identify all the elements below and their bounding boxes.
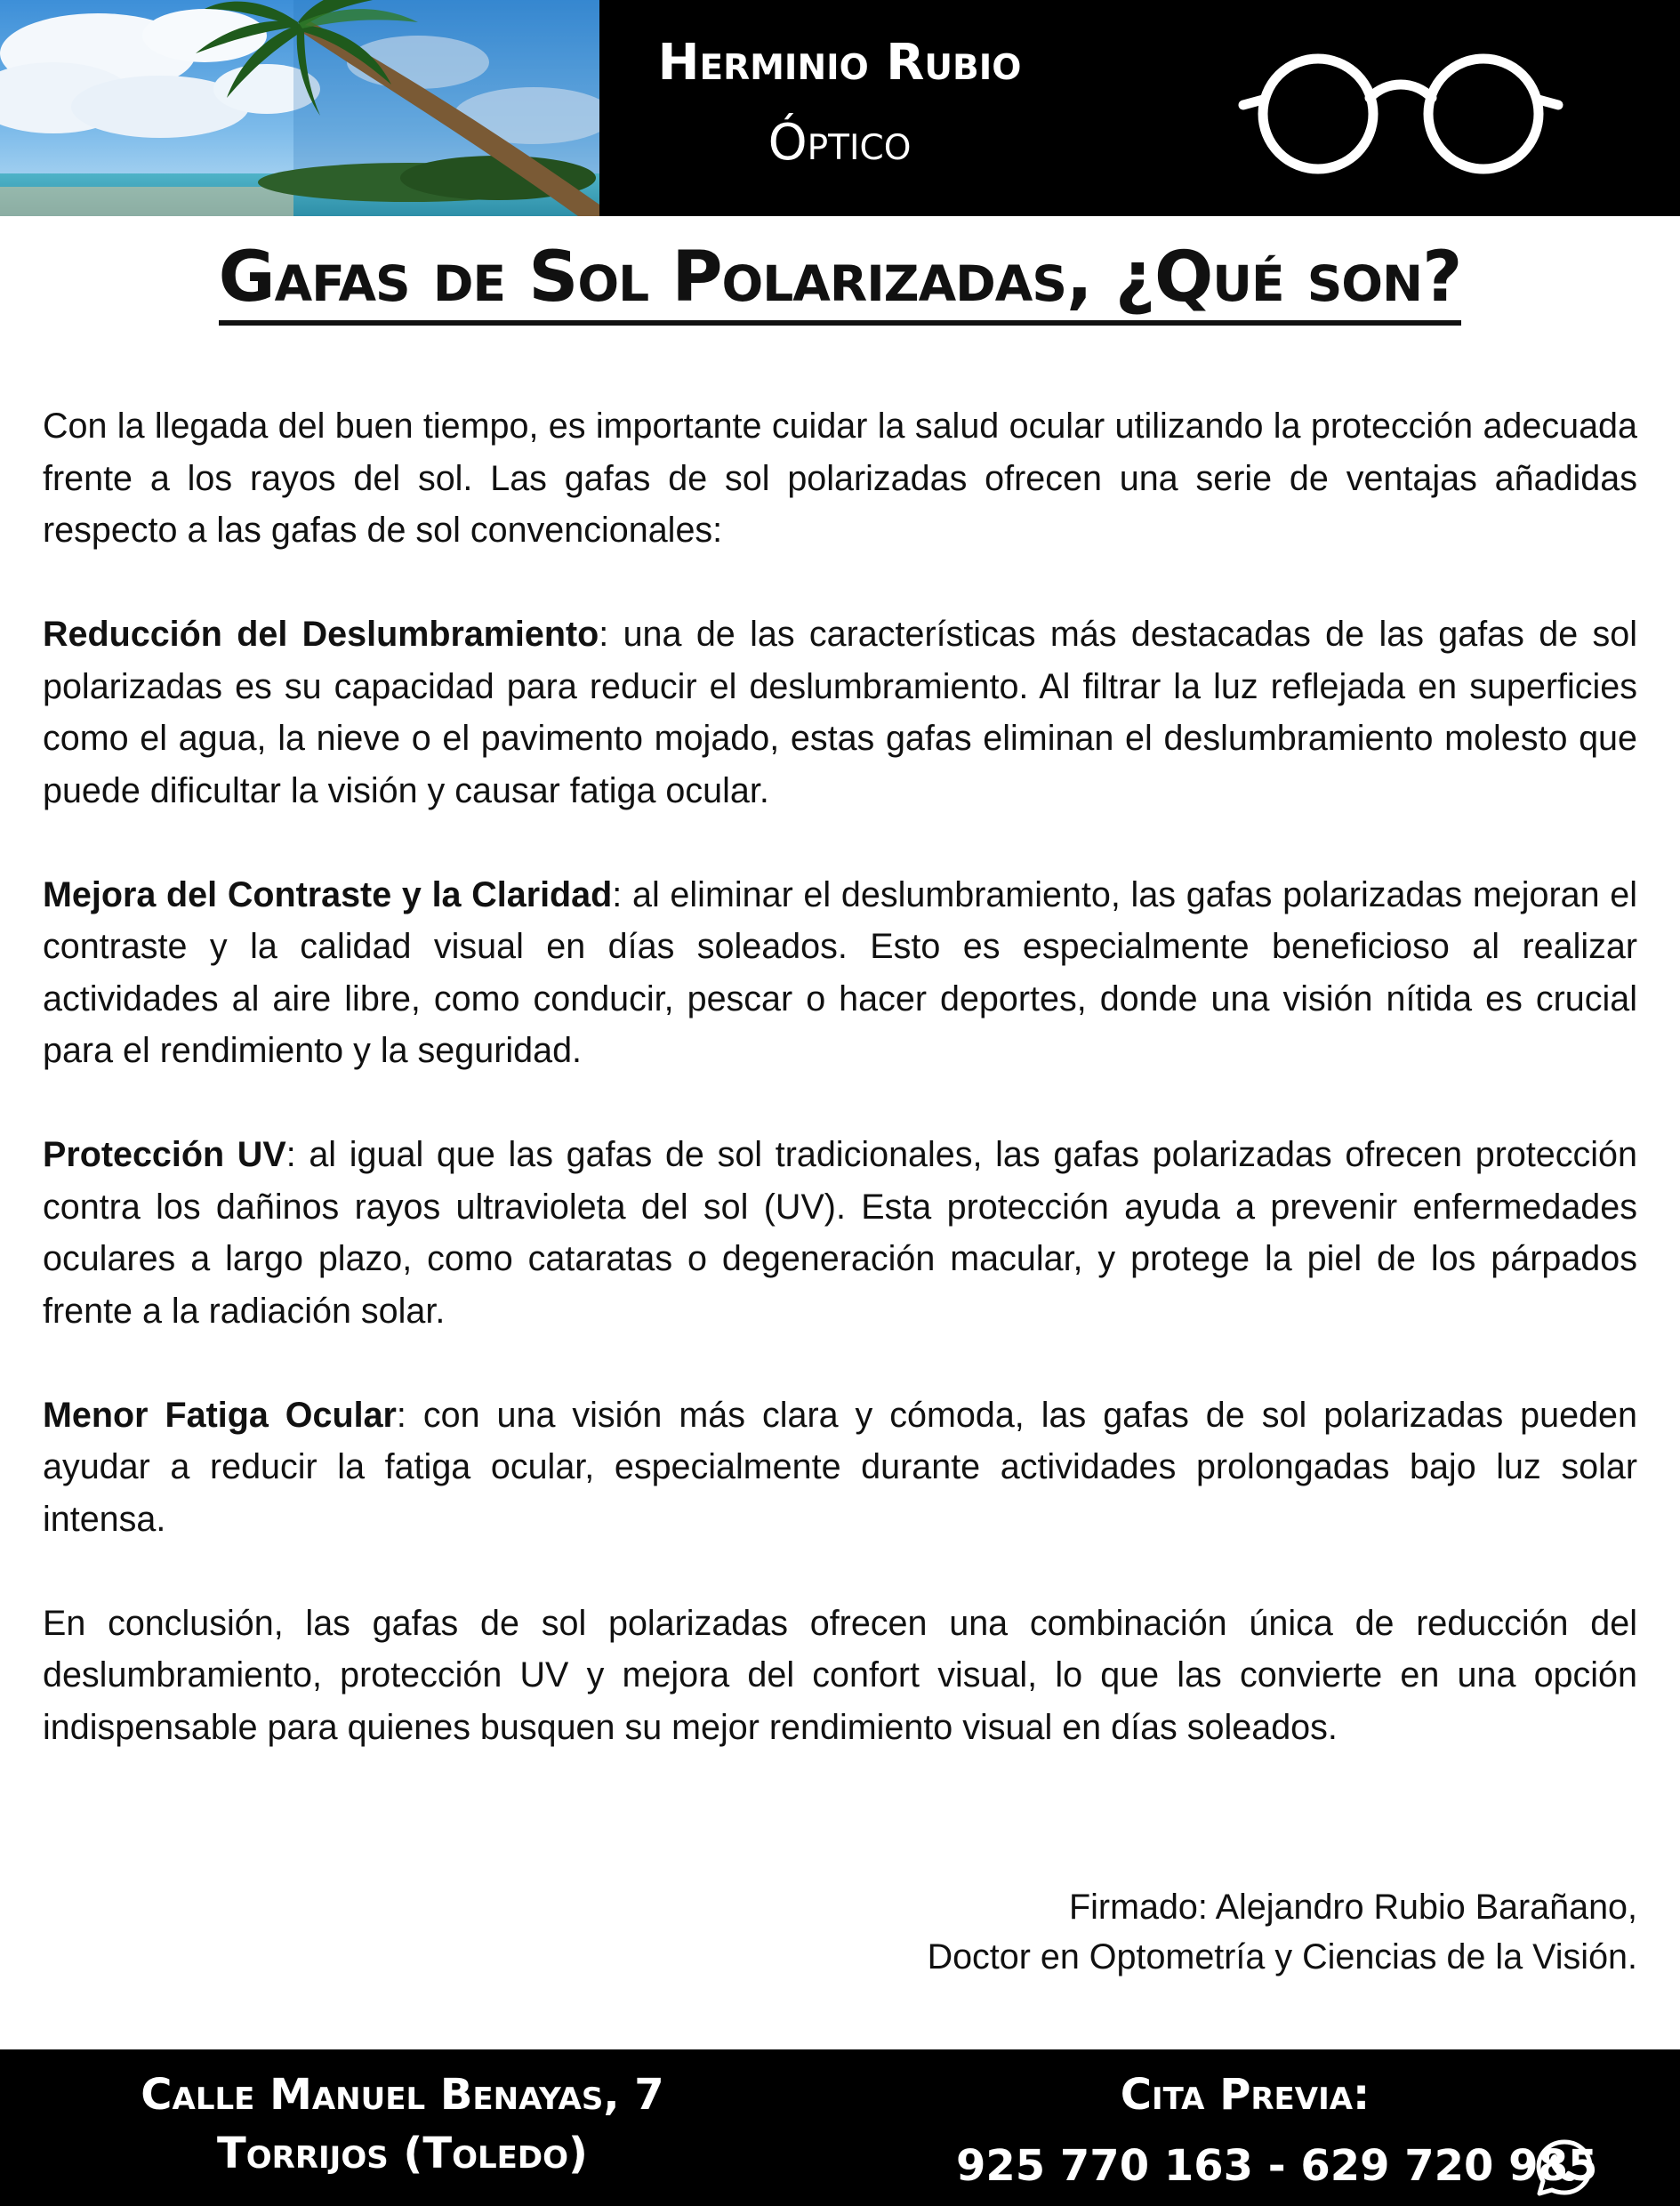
article-body [43,400,1637,1806]
whatsapp-icon[interactable] [1533,2137,1596,2199]
brand-name: Herminio Rubio [657,34,1022,92]
brand-block [599,0,1080,216]
section-paragraph [43,1129,1637,1337]
section-heading: Menor Fatiga Ocular [43,1395,397,1435]
section-heading: Protección UV [43,1135,286,1174]
brand-subtitle: Óptico [768,114,912,172]
signature-title: Doctor en Optometría y Ciencias de la Visión. [927,1937,1637,1977]
section-paragraph [43,1389,1637,1546]
signature [43,1882,1637,1982]
section-text: : una de las características más destacadas de las gafas de sol polarizadas es su capacidad para reducir el deslumbramiento. Al filtrar la luz reflejada en superficies como el agua, la nieve o el pavimento mojado, estas gafas eliminan el deslumbramiento molesto que puede dificultar la visión y causar fatiga ocular. [43,615,1637,810]
phone-numbers[interactable]: 925 770 163 - 629 720 985 [956,2141,1598,2191]
article-title: Gafas de Sol Polarizadas, ¿Qué son? [219,238,1462,326]
section-text: : al eliminar el deslumbramiento, las gafas polarizadas mejoran el contraste y la calidad visual en días soleados. Esto es especialmente beneficioso al realizar actividades al aire libre, como conducir, pescar o hacer deportes, donde una visión nítida es crucial para el rendimiento y la seguridad. [43,874,1638,1070]
address-street: Calle Manuel Benayas, 7 [141,2070,664,2120]
appointment-label: Cita Previa: [1120,2070,1371,2120]
section-text: : con una visión más clara y cómoda, las gafas de sol polarizadas pueden ayudar a reducir la fatiga ocular, especialmente durante actividades prolongadas bajo luz solar intensa. [43,1395,1637,1539]
conclusion-paragraph: En conclusión, las gafas de sol polarizadas ofrecen una combinación única de reducción del deslumbramiento, protección UV y mejora del confort visual, lo que las convierte en una opción indispensable para quienes busquen su mejor rendimiento visual en días soleados. [43,1603,1637,1747]
title-wrap [0,238,1680,326]
beach-palm-image [0,0,599,216]
section-paragraph [43,608,1637,817]
address-block [0,2065,805,2183]
section-paragraph [43,869,1637,1077]
section-heading: Mejora del Contraste y la Claridad [43,874,613,914]
header-band [0,0,1680,216]
section-heading: Reducción del Deslumbramiento [43,615,599,654]
address-city: Torrijos (Toledo) [217,2129,588,2178]
intro-paragraph: Con la llegada del buen tiempo, es importante cuidar la salud ocular utilizando la protección adecuada frente a los rayos del sol. Las gafas de sol polarizadas ofrecen una serie de ventajas añadidas respecto a las gafas de sol convencionales: [43,407,1637,550]
glasses-icon [1236,44,1565,178]
section-text: : al igual que las gafas de sol tradicionales, las gafas polarizadas ofrecen protección contra los dañinos rayos ultravioleta del sol (UV). Esta protección ayuda a prevenir enfermedades oculares a largo plazo, como cataratas o degeneración macular, y protege la piel de los párpados frente a la radiación solar. [43,1135,1637,1331]
footer-band [0,2049,1680,2206]
signature-name: Firmado: Alejandro Rubio Barañano, [1069,1888,1637,1927]
